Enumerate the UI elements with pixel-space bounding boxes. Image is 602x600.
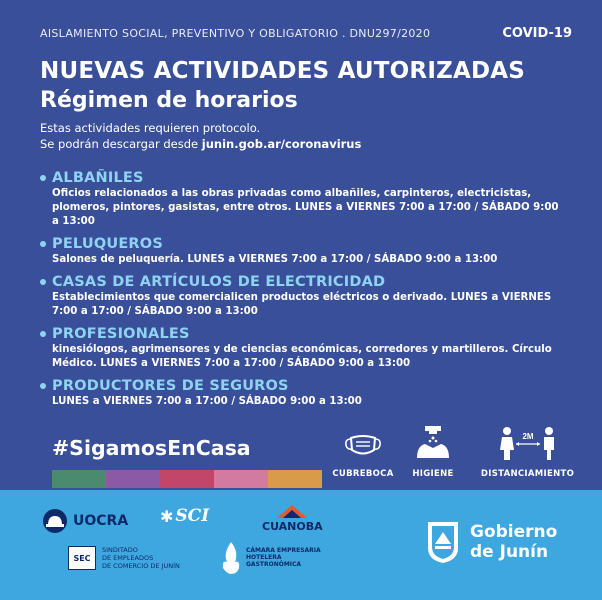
sci-name: SCI xyxy=(175,506,210,526)
uocra-logo xyxy=(42,508,128,534)
sci-logo xyxy=(160,506,209,526)
sec-logo xyxy=(68,546,180,570)
mask-icon xyxy=(343,430,383,460)
activity-description: Salones de peluquería. LUNES a VIERNES 7:00 a 17:00 / SÁBADO 9:00 a 13:00 xyxy=(52,254,498,265)
covid-label: COVID-19 xyxy=(502,26,572,41)
distance-measure xyxy=(480,426,575,479)
sec-abbr: SEC xyxy=(68,546,96,570)
activity-description: Oficios relacionados a las obras privadas como albañiles, carpinteros, electricistas, plomeros, pintores, gasistas, entre otros. LUNES a VIERNES 7:00 a 17:00 / SÁBADO 9:00 a 13:00 xyxy=(52,188,559,227)
website-link[interactable]: junin.gob.ar/coronavirus xyxy=(201,137,362,151)
page-subtitle: Régimen de horarios xyxy=(40,88,298,113)
cuanoba-name: CUANOBA xyxy=(262,520,323,533)
activity-title: CASAS DE ARTÍCULOS DE ELECTRICIDAD xyxy=(52,274,386,290)
hotelera-text xyxy=(246,547,321,568)
sec-line-2: DE EMPLEADOS xyxy=(102,554,154,562)
activity-item xyxy=(40,274,565,319)
hotelera-line-1: CÁMARA EMPRESARIA xyxy=(246,546,321,554)
intro-line-2-prefix: Se podrán descargar desde xyxy=(40,137,202,151)
distancing-icon xyxy=(498,426,558,460)
gobierno-line-2: de Junín xyxy=(470,542,549,562)
hashtag: #SigamosEnCasa xyxy=(52,436,251,460)
color-stripe xyxy=(106,470,160,488)
sec-text xyxy=(102,546,180,570)
intro-line-2 xyxy=(40,136,361,152)
activity-item xyxy=(40,236,565,267)
star-icon: ✱ xyxy=(160,506,174,526)
hygiene-measure xyxy=(408,422,458,479)
gobierno-line-1: Gobierno xyxy=(470,522,558,542)
color-stripe xyxy=(214,470,268,488)
activity-description: Establecimientos que comercialicen productos eléctricos o derivado. LUNES a VIERNES 7:00 a 17:00 / SÁBADO 9:00 a 13:00 xyxy=(52,292,552,317)
sec-line-3: DE COMERCIO DE JUNÍN xyxy=(102,562,180,570)
gobierno-logo xyxy=(426,520,557,564)
activity-item xyxy=(40,170,565,229)
hotelera-line-2: HOTELERA xyxy=(246,553,282,561)
uocra-name: UOCRA xyxy=(73,513,129,529)
hotelera-line-3: GASTRONÓMICA xyxy=(246,560,302,568)
mask-label: CUBREBOCA xyxy=(332,469,394,479)
activity-title: ALBAÑILES xyxy=(52,170,144,186)
distance-label: DISTANCIAMIENTO xyxy=(480,469,575,479)
intro-text xyxy=(40,120,361,152)
bullet-icon xyxy=(40,279,46,285)
activity-description: LUNES a VIERNES 7:00 a 17:00 / SÁBADO 9:00 a 13:00 xyxy=(52,396,362,407)
activity-title: PRODUCTORES DE SEGUROS xyxy=(52,378,289,394)
activity-title: PELUQUEROS xyxy=(52,236,163,252)
prevention-icons xyxy=(330,430,575,490)
color-stripe xyxy=(160,470,214,488)
header-bar xyxy=(40,26,572,41)
mountain-icon xyxy=(275,502,309,520)
activity-description: kinesiólogos, agrimensores y de ciencias económicas, corredores y martilleros. Círculo Médico. LUNES a VIERNES 7:00 a 17:00 / SÁBADO 9:00 a 13:00 xyxy=(52,344,552,369)
activity-title: PROFESIONALES xyxy=(52,326,190,342)
page-title: NUEVAS ACTIVIDADES AUTORIZADAS xyxy=(40,58,526,84)
bullet-icon xyxy=(40,175,46,181)
hardhat-icon xyxy=(42,508,68,534)
activity-list xyxy=(40,170,565,416)
color-stripes xyxy=(52,470,322,488)
activity-item xyxy=(40,378,565,409)
mask-measure xyxy=(330,430,396,479)
handwash-icon xyxy=(411,422,455,460)
intro-line-1: Estas actividades requieren protocolo. xyxy=(40,121,261,135)
activity-item xyxy=(40,326,565,371)
bullet-icon xyxy=(40,241,46,247)
hygiene-label: HIGIENE xyxy=(412,469,454,479)
bullet-icon xyxy=(40,331,46,337)
decree-text: AISLAMIENTO SOCIAL, PREVENTIVO Y OBLIGATORIO . DNU297/2020 xyxy=(40,27,431,40)
cuanoba-logo xyxy=(262,502,323,533)
color-stripe xyxy=(52,470,106,488)
gobierno-text xyxy=(470,522,557,562)
bullet-icon xyxy=(40,383,46,389)
sec-line-1: SINDITADO xyxy=(102,546,138,554)
flame-icon xyxy=(220,540,242,574)
sponsor-footer xyxy=(0,490,602,600)
color-stripe xyxy=(268,470,322,488)
hotelera-logo xyxy=(220,540,321,574)
distance-value: 2M xyxy=(521,432,534,441)
municipal-shield-icon xyxy=(426,520,460,564)
